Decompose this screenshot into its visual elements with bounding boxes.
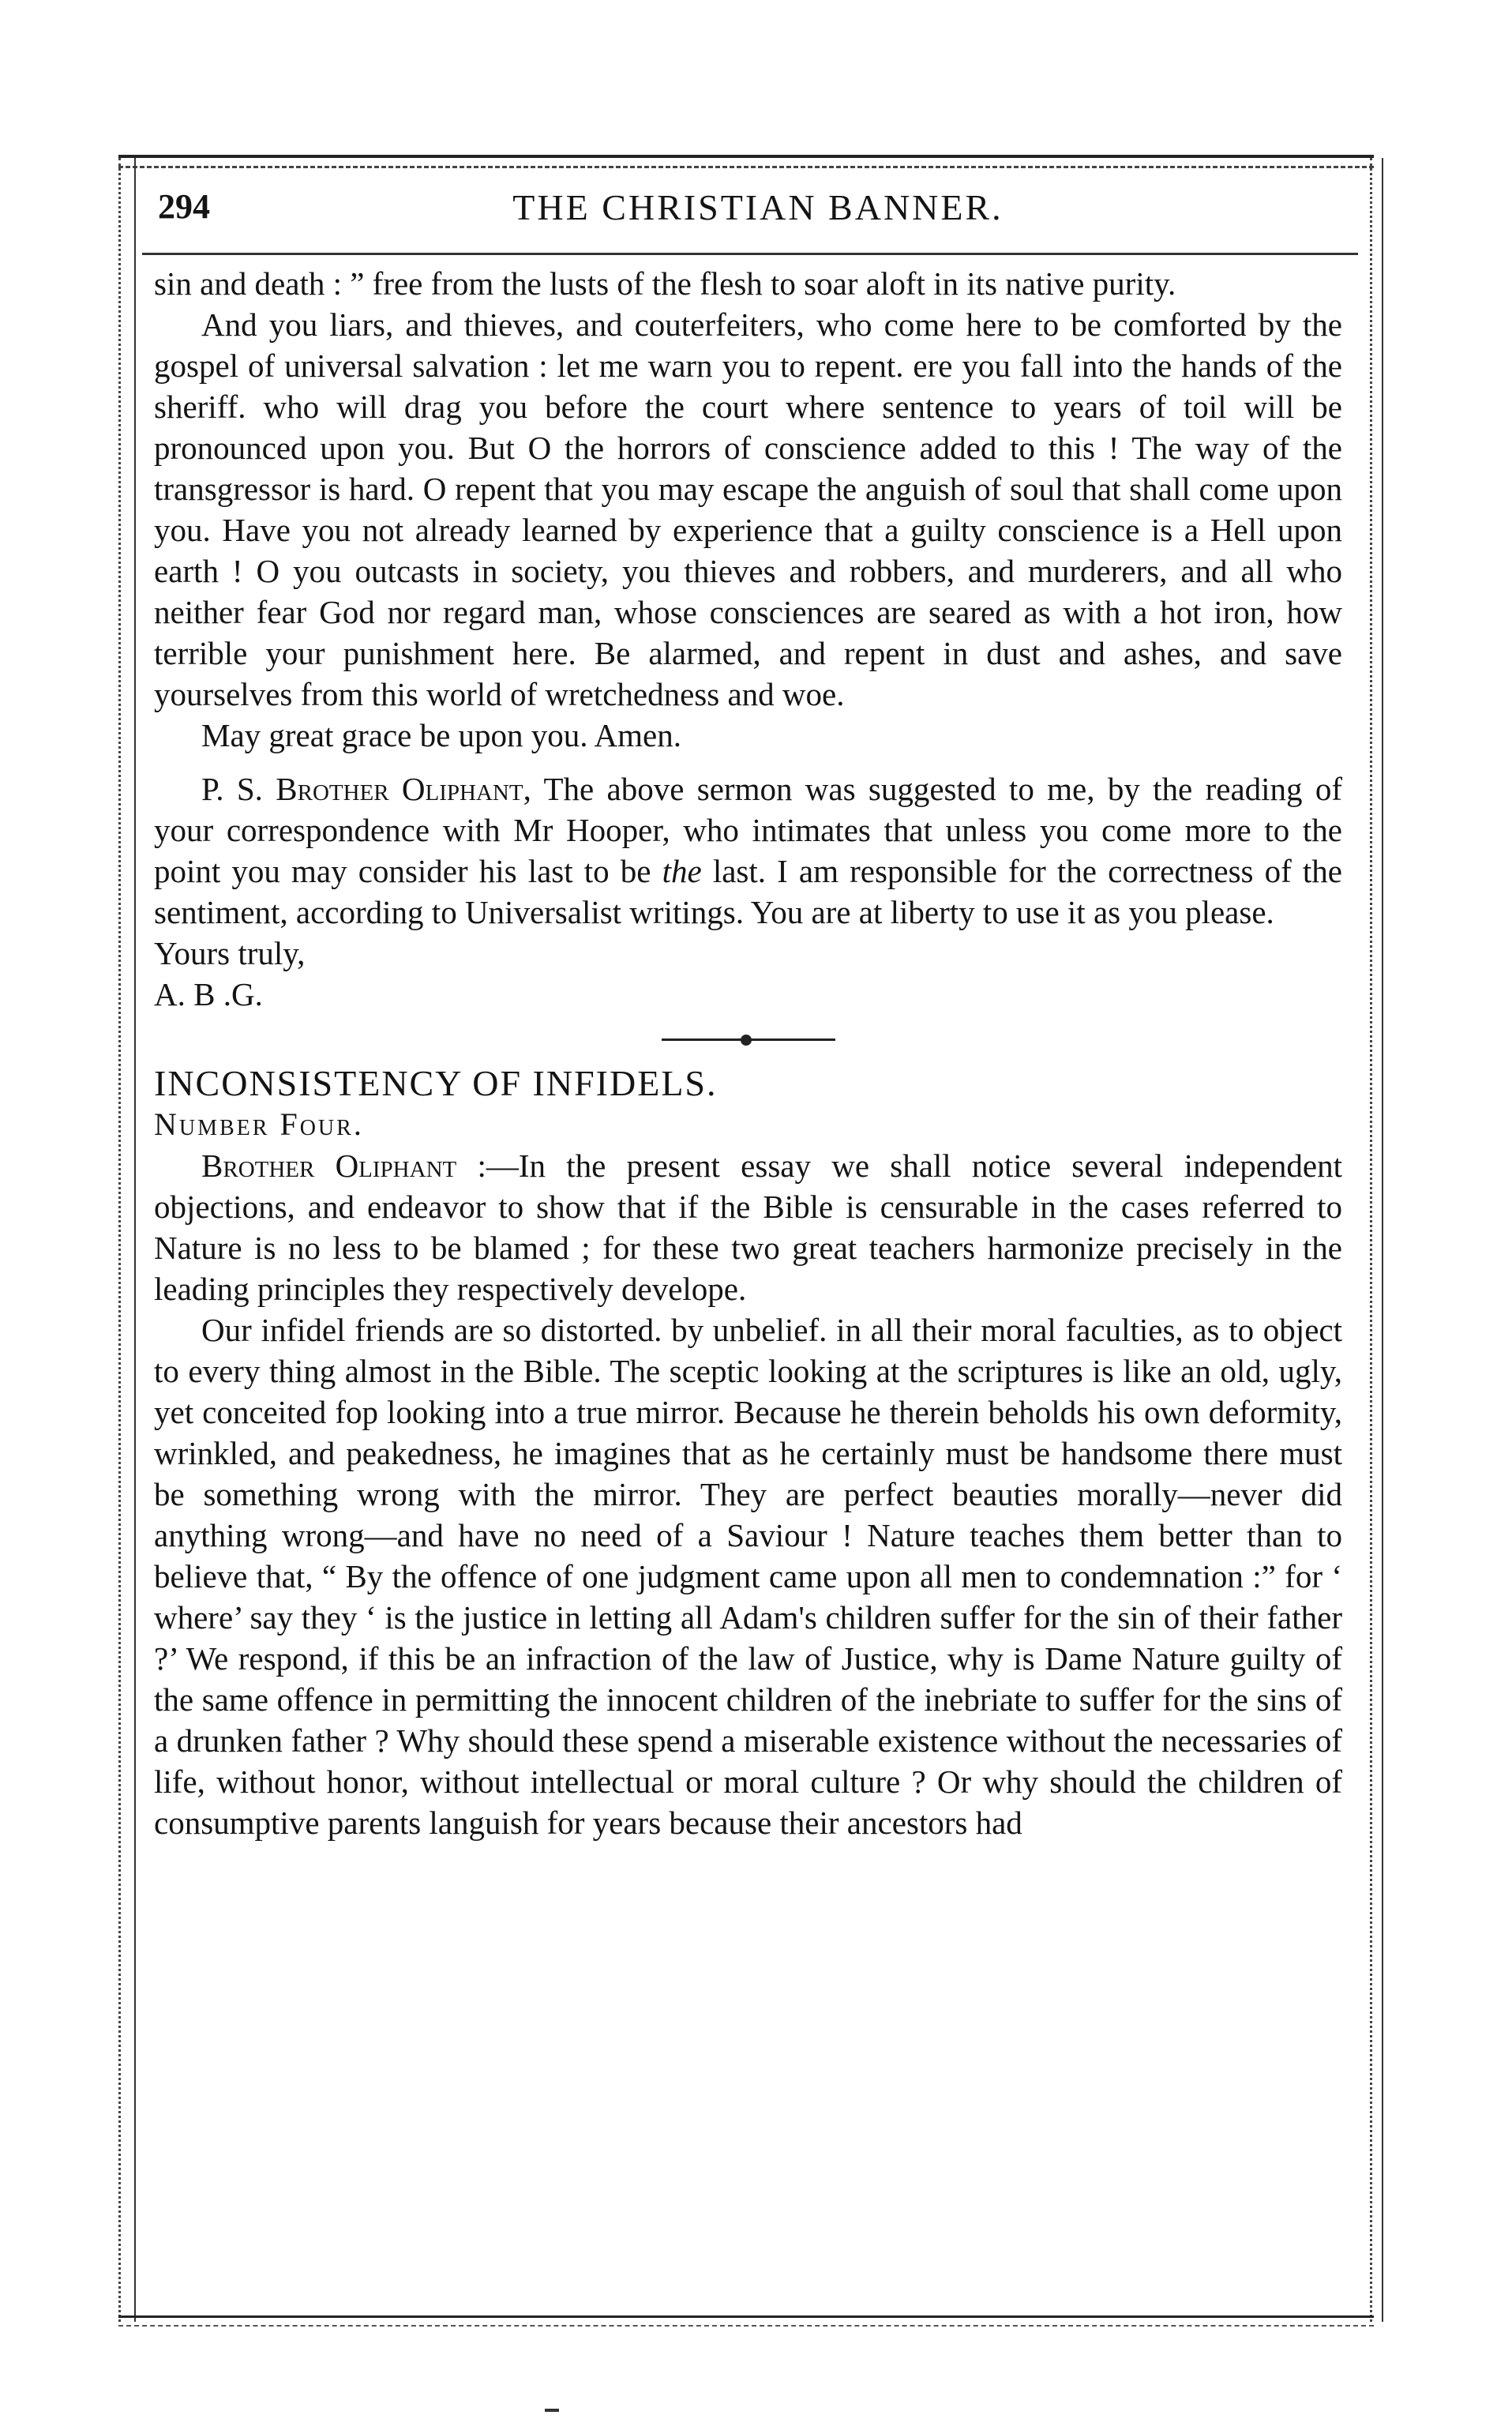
left-border-rule xyxy=(134,158,136,2322)
article-subtitle: Number Four. xyxy=(154,1106,364,1142)
postscript xyxy=(154,768,1342,933)
letter-paragraph: And you liars, and thieves, and couterfeiters, who come here to be comforted by the gospel of universal salvation : let me warn you to repent. ere you fall into the hands of the sheriff. who will drag you before the court where sentence to years of toil will be pronounced upon you. But O the horrors of conscience added to this ! The way of the transgressor is hard. O repent that you may escape the anguish of soul that shall come upon you. Have you not already learned by experience that a guilty conscience is a Hell upon earth ! O you outcasts in society, you thieves and robbers, and murderers, and all who neither fear God nor regard man, whose consciences are seared as with a hot iron, how terrible your punishment here. Be alarmed, and repent in dust and ashes, and save yourselves from this world of wretchedness and woe. xyxy=(154,306,1342,712)
bottom-border-dashed-rule xyxy=(118,2325,1374,2327)
article-title: INCONSISTENCY OF INFIDELS. xyxy=(154,1063,718,1103)
page-header xyxy=(158,186,1358,242)
ps-prefix: P. S. xyxy=(201,771,263,807)
top-border-rule xyxy=(118,155,1374,158)
letter-signature: A. B .G. xyxy=(154,976,263,1012)
section-divider xyxy=(662,1038,835,1041)
left-border-dotted-rule xyxy=(118,158,121,2322)
ps-italic-word: the xyxy=(662,853,702,889)
right-border-dotted-rule xyxy=(1370,158,1372,2322)
letter-paragraph: May great grace be upon you. Amen. xyxy=(201,717,681,753)
letter-paragraph: sin and death : ” free from the lusts of the flesh to soar aloft in its native purity. xyxy=(154,265,1176,302)
page-mark xyxy=(545,2409,559,2412)
article-paragraph-text: :—In the present essay we shall notice several independent objections, and endeavor to show that if the Bible is censurable in the cases referred to Nature is no less to be blamed ; for these two great teachers harmonize precisely in the leading principles they respectively develope. xyxy=(154,1147,1343,1307)
ps-text: The above sermon was suggested to me, by the reading of your correspondence with Mr Hooper, who intimates that unless you come more to the point you may consider his last to be xyxy=(154,771,1343,889)
bottom-border-rule xyxy=(118,2315,1374,2318)
header-rule xyxy=(142,253,1358,255)
ps-address: Brother Oliphant, xyxy=(276,771,531,807)
ps-text-end: last. I am responsible for the correctness of the sentiment, according to Universalist writings. You are at liberty to use it as you please. xyxy=(154,853,1342,930)
page-number: 294 xyxy=(158,187,210,226)
top-border-dashed-rule xyxy=(118,166,1374,168)
page-body xyxy=(154,263,1342,1843)
running-title: THE CHRISTIAN BANNER. xyxy=(512,187,1004,227)
article-paragraph: Our infidel friends are so distorted. by unbelief. in all their moral faculties, as to object to every thing almost in the Bible. The sceptic looking at the scriptures is like an old, ugly, yet conceited fop looking into a true mirror. Because he therein beholds his own deformity, wrinkled, and peakedness, he imagines that as he certainly must be handsome there must be something wrong with the mirror. They are perfect beauties morally—never did anything wrong—and have no need of a Saviour ! Nature teaches them better than to believe that, “ By the offence of one judgment came upon all men to condemnation :” for ‘ where’ say they ‘ is the justice in letting all Adam's children suffer for the sin of their father ?’ We respond, if this be an infraction of the law of Justice, why is Dame Nature guilty of the same offence in permitting the innocent children of the inebriate to suffer for the sins of a drunken father ? Why should these spend a miserable existence without the necessaries of life, without honor, without intellectual or moral culture ? Or why should the children of consumptive parents languish for years because their ancestors had xyxy=(154,1312,1342,1841)
article-paragraph xyxy=(154,1145,1342,1309)
article-address: Brother Oliphant xyxy=(201,1147,457,1184)
letter-closing: Yours truly, xyxy=(154,935,306,971)
right-border-rule xyxy=(1382,158,1383,2322)
